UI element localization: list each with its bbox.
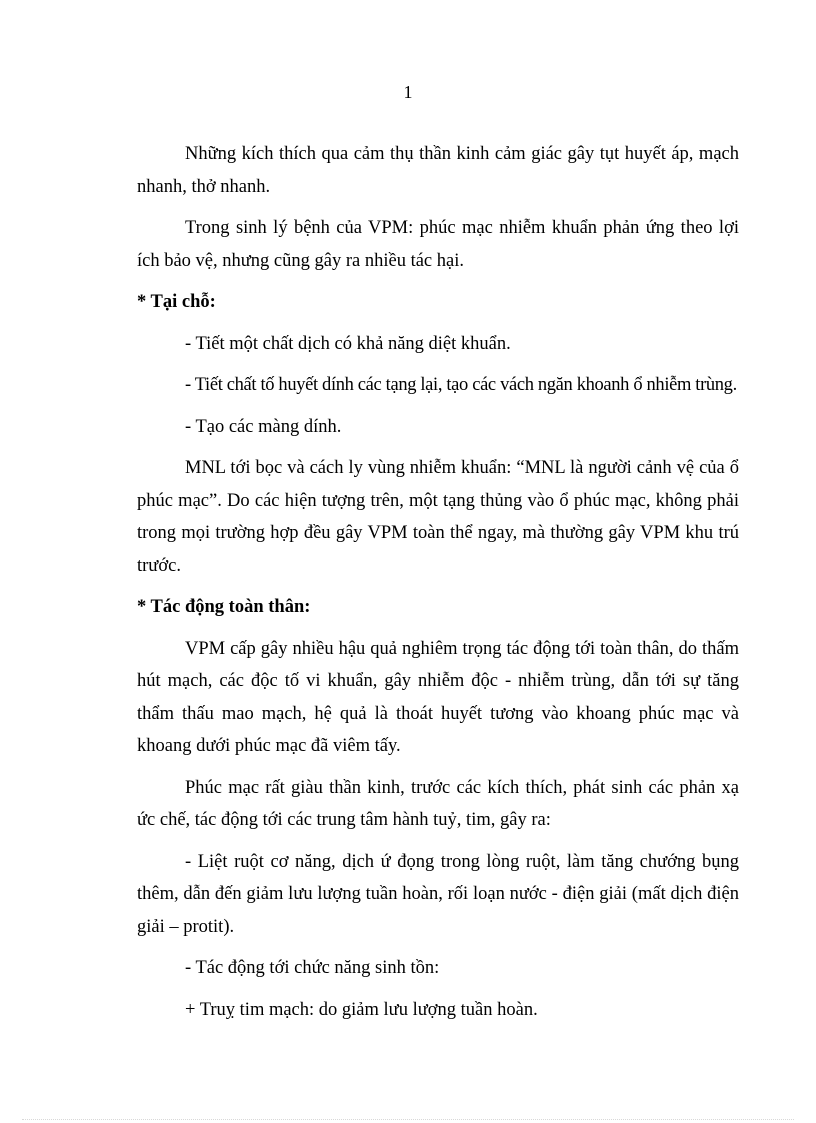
page-number: 1 bbox=[403, 82, 413, 102]
list-item: + Truỵ tim mạch: do giảm lưu lượng tuần hoàn. bbox=[185, 999, 538, 1020]
paragraph: MNL tới bọc và cách ly vùng nhiễm khuẩn: “MNL là người cảnh vệ của ổ phúc mạc”. Do các hiện tượng trên, một tạng thủng vào ổ phúc mạc, không phải trong mọi trường hợp đều gây VPM toàn thể ngay, mà thường gây VPM khu trú trước. bbox=[137, 458, 739, 576]
page-bottom-divider bbox=[22, 1119, 794, 1120]
list-item: - Tác động tới chức năng sinh tồn: bbox=[185, 958, 440, 978]
list-item: - Tiết chất tố huyết dính các tạng lại, tạo các vách ngăn khoanh ổ nhiễm trùng. bbox=[185, 375, 737, 395]
paragraph: Những kích thích qua cảm thụ thần kinh cảm giác gây tụt huyết áp, mạch nhanh, thở nhanh. bbox=[137, 144, 739, 197]
section-heading: * Tác động toàn thân: bbox=[137, 597, 311, 617]
paragraph: Phúc mạc rất giàu thần kinh, trước các kích thích, phát sinh các phản xạ ức chế, tác động tới các trung tâm hành tuỷ, tim, gây ra: bbox=[137, 777, 739, 830]
paragraph: Trong sinh lý bệnh của VPM: phúc mạc nhiễm khuẩn phản ứng theo lợi ích bảo vệ, nhưng cũng gây ra nhiều tác hại. bbox=[137, 218, 739, 271]
list-item: - Tạo các màng dính. bbox=[185, 416, 342, 437]
document-body bbox=[137, 138, 739, 1035]
paragraph: VPM cấp gây nhiều hậu quả nghiêm trọng tác động tới toàn thân, do thấm hút mạch, các độc tố vi khuẩn, gây nhiễm độc - nhiễm trùng, dẫn tới sự tăng thẩm thấu mao mạch, hệ quả là thoát huyết tương vào khoang phúc mạc và khoang dưới phúc mạc đã viêm tấy. bbox=[137, 638, 739, 756]
section-heading: * Tại chỗ: bbox=[137, 292, 216, 312]
list-item: - Tiết một chất dịch có khả năng diệt khuẩn. bbox=[185, 333, 511, 354]
list-item: - Liệt ruột cơ năng, dịch ứ đọng trong lòng ruột, làm tăng chướng bụng thêm, dẫn đến giảm lưu lượng tuần hoàn, rối loạn nước - điện giải (mất dịch điện giải – protit). bbox=[137, 851, 739, 937]
